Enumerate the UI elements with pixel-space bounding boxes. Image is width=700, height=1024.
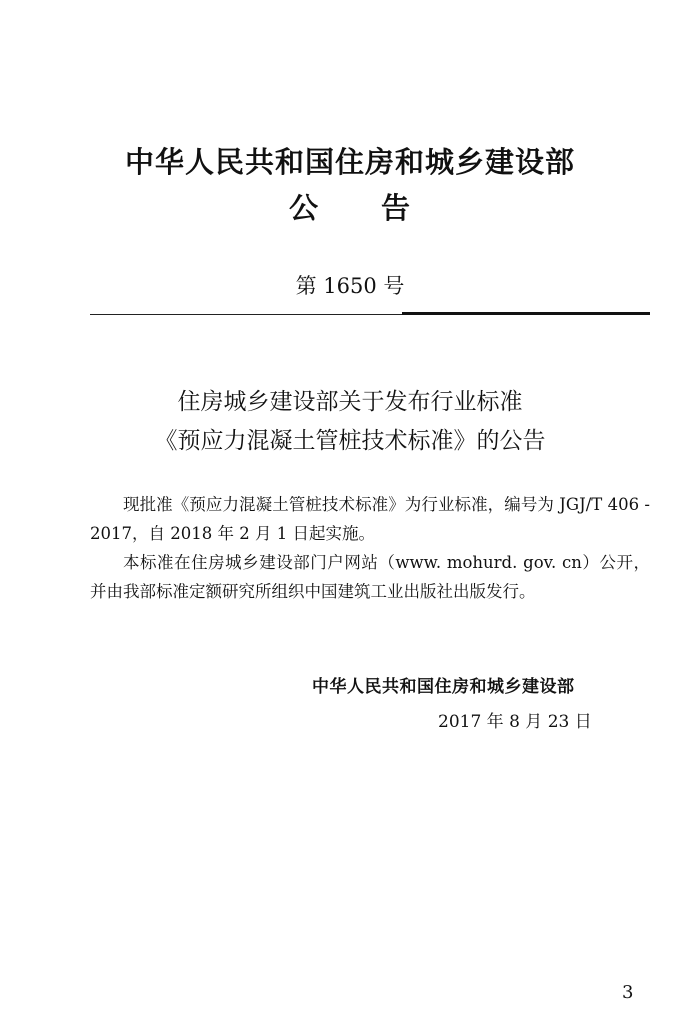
ministry-title: 中华人民共和国住房和城乡建设部 [124, 145, 575, 179]
notice-title-line-2: 《预应力混凝土管桩技术标准》的公告 [154, 428, 546, 454]
issuer-signature: 中华人民共和国住房和城乡建设部 [312, 677, 575, 697]
page-number: 3 [622, 982, 634, 1003]
issue-date: 2017 年 8 月 23 日 [438, 712, 592, 732]
document-number: 第 1650 号 [295, 274, 405, 298]
body-paragraph-2: 本标准在住房城乡建设部门户网站（www. mohurd. gov. cn）公开，并由我部标准定额研究所组织中国建筑工业出版社出版发行。 [90, 553, 650, 601]
announcement-title [0, 186, 700, 227]
announcement-title-char-2: 告 [381, 191, 412, 225]
divider-thick [402, 312, 650, 315]
announcement-title-char-1: 公 [288, 191, 319, 225]
body-paragraph-1: 现批准《预应力混凝土管桩技术标准》为行业标准，编号为 JGJ/T 406 - 2017，自 2018 年 2 月 1 日起实施。 [90, 495, 650, 543]
notice-body [90, 490, 650, 606]
notice-title-line-1: 住房城乡建设部关于发布行业标准 [177, 389, 523, 415]
